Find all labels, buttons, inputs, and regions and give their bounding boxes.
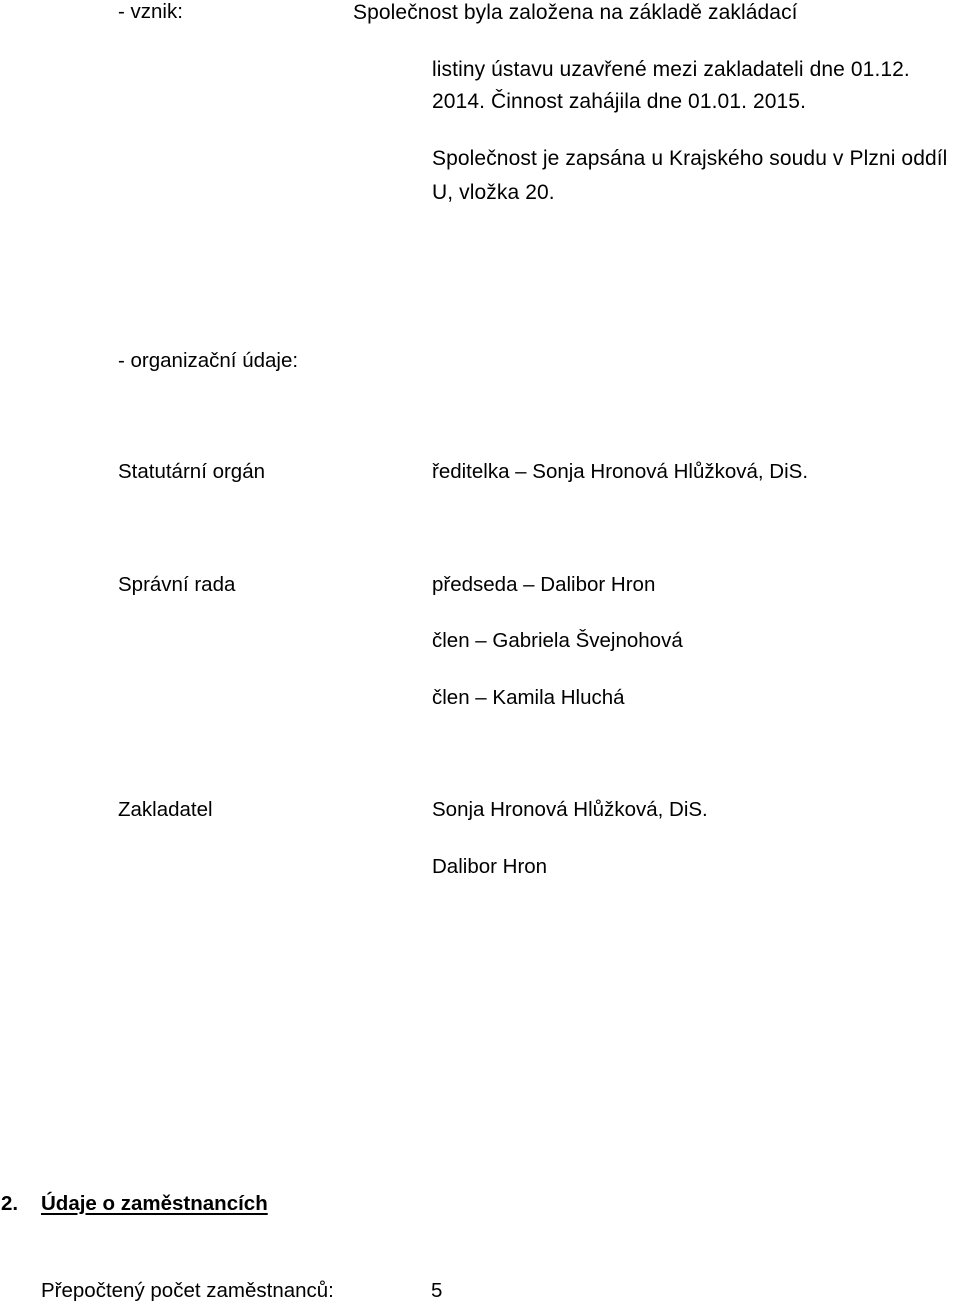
spravni-rada-member: člen – Gabriela Švejnohová	[432, 629, 683, 652]
section-title: Údaje o zaměstnancích	[41, 1192, 268, 1215]
vznik-line-3: 2014. Činnost zahájila dne 01.01. 2015.	[432, 90, 807, 113]
prepocteny-value: 5	[431, 1279, 443, 1302]
statutarni-value: ředitelka – Sonja Hronová Hlůžková, DiS.	[432, 460, 809, 483]
prepocteny-label: Přepočtený počet zaměstnanců:	[41, 1279, 334, 1302]
organizacni-heading: - organizační údaje:	[118, 349, 299, 372]
zakladatel-name: Dalibor Hron	[432, 855, 548, 878]
vznik-line-5: U, vložka 20.	[432, 181, 555, 204]
vznik-line-2: listiny ústavu uzavřené mezi zakladateli dne 01.12.	[432, 58, 910, 81]
vznik-line-4: Společnost je zapsána u Krajského soudu v Plzni oddíl	[432, 147, 948, 170]
zakladatel-label: Zakladatel	[118, 798, 213, 821]
spravni-rada-label: Správní rada	[118, 573, 236, 596]
vznik-line-1: Společnost byla založena na základě zakládací	[353, 1, 798, 24]
section-number: 2.	[1, 1192, 19, 1215]
spravni-rada-member: předseda – Dalibor Hron	[432, 573, 656, 596]
spravni-rada-member: člen – Kamila Hluchá	[432, 686, 625, 709]
vznik-label: - vznik:	[118, 0, 183, 23]
statutarni-label: Statutární orgán	[118, 460, 266, 483]
zakladatel-name: Sonja Hronová Hlůžková, DiS.	[432, 798, 708, 821]
